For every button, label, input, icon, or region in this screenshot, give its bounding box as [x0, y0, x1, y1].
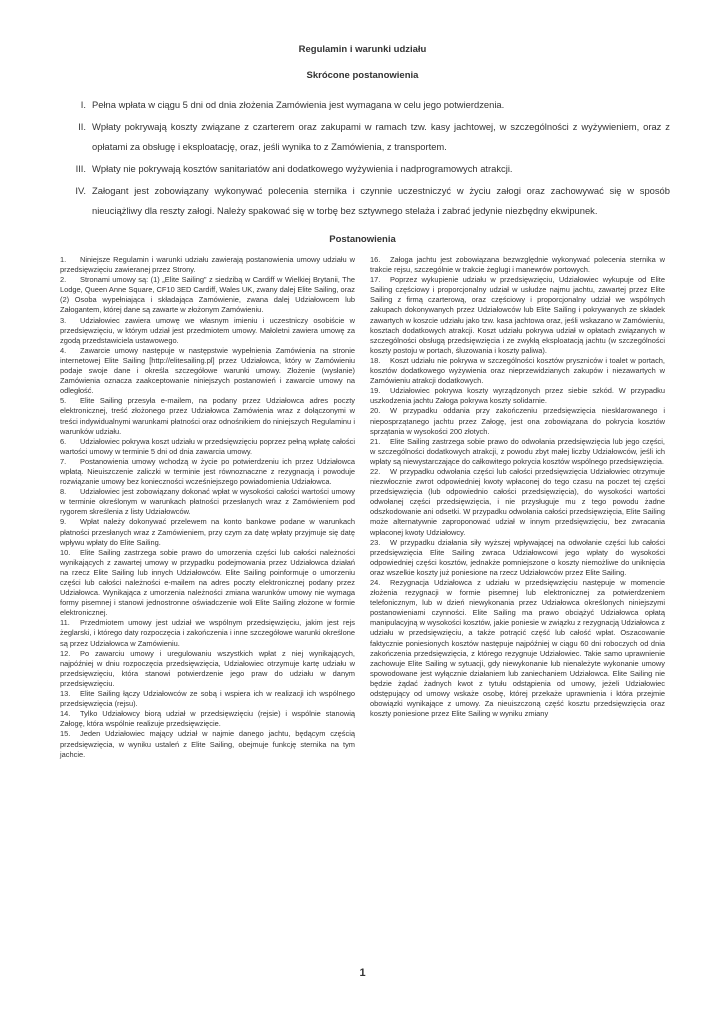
provision-paragraph	[370, 275, 665, 356]
provision-number: 9.	[60, 517, 67, 527]
provision-paragraph	[370, 406, 665, 436]
provision-paragraph	[370, 538, 665, 578]
provision-text: Udziałowiec pokrywa koszty wyrządzonych przez siebie szkód. W przypadku uszkodzenia jachtu Załoga pokrywa koszty solidarnie.	[370, 386, 665, 406]
provision-paragraph	[60, 649, 355, 689]
provision-text: Jeden Udziałowiec mający udział w najmie danego jachtu, będącym częścią przedsięwzięcia, w wyniku ustaleń z Elite Sailing, obejmuje funkcję sternika na tym jachcie.	[60, 729, 355, 759]
provision-paragraph	[60, 396, 355, 436]
summary-item-number: I.	[80, 99, 86, 110]
provision-paragraph	[370, 255, 665, 275]
provision-number: 11.	[60, 618, 70, 628]
provision-text: Tylko Udziałowcy biorą udział w przedsięwzięciu (rejsie) i wspólnie stanowią Załogę, która wspólnie realizuje przedsięwzięcie.	[60, 709, 355, 729]
provision-paragraph	[370, 437, 665, 467]
provision-number: 6.	[60, 436, 67, 446]
page-number: 1	[359, 967, 366, 979]
provision-text: Zawarcie umowy następuje w następstwie wypełnienia Zamówienia na stronie internetowej Elite Sailing [http://elitesailing.pl] przez Udziałowca, który w Zamówieniu podaje swoje dane i określa szczegółowe warunki umowy. Złożenie (wysłanie) Zamówienia oznacza zaakceptowanie niniejszych postanowień i zawarcie umowy na odległość.	[60, 345, 355, 396]
provisions-left-column	[60, 255, 355, 760]
provision-text: Niniejsze Regulamin i warunki udziału zawierają postanowienia umowy udziału w przedsięwzięciu zawieranej przez Strony.	[60, 255, 355, 275]
provision-paragraph	[370, 467, 665, 538]
provision-text: Udziałowiec zawiera umowę we własnym imieniu i uczestniczy osobiście w przedsięwzięciu, w którym udział jest przedmiotem umowy. Małoletni zawiera umowę za zgodą przedstawiciela ustawowego.	[60, 315, 355, 345]
provision-number: 3.	[60, 315, 67, 325]
provision-text: Rezygnacja Udziałowca z udziału w przedsięwzięciu następuje w momencie złożenia rezygnacji w formie pisemnej lub elektronicznej za potwierdzeniem telefonicznym, lub w dzień niewykonania przez Udziałowca określonych niniejszymi postanowieniami czynności. Elite Sailing ma prawo obciążyć Udziałowca opłatą manipulacyjną w wysokości kosztów, jakie poniesie w związku z rezygnacją Udziałowca z udziału w przedsięwzięciu, a także potrącić część lub całość wpłat. Oszacowanie faktycznie poniesionych kosztów następuje najpóźniej w ciągu 60 dni roboczych od dnia zakończenia przedsięwzięcia, z którego rezygnuje Udziałowiec. Takie samo uprawnienie zachowuje Elite Sailing w sytuacji, gdy niewykonanie lub nienależyte wykonanie umowy spowodowane jest wyłącznie działaniem lub zaniechaniem Udziałowca. Elite Sailing nie będzie żądać żadnych kwot z tytułu odstąpienia od umowy, jeżeli Udziałowiec odstępujący od umowy wskaże osobę, której przekaże uprawnienia i która przejmie obowiązki wynikające z umowy. Za nieuiszczoną część kosztu przedsięwzięcia oraz koszty poniesione przez Elite Sailing w wyniku zmiany	[370, 578, 665, 719]
provision-number: 12.	[60, 648, 71, 658]
provision-number: 5.	[60, 396, 67, 406]
provision-number: 14.	[60, 709, 71, 719]
summary-list	[60, 95, 670, 223]
provision-number: 21.	[370, 436, 381, 446]
provision-paragraph	[60, 316, 355, 346]
provision-number: 20.	[370, 406, 381, 416]
provisions-right-column	[370, 255, 665, 719]
provision-paragraph	[60, 709, 355, 729]
provision-number: 7.	[60, 456, 67, 466]
provision-number: 23.	[370, 537, 381, 547]
provision-paragraph	[60, 275, 355, 315]
summary-item	[60, 117, 670, 157]
summary-item-text: Wpłaty pokrywają koszty związane z czarterem oraz zakupami w ramach tzw. kasy jachtowej, w szczególności z wyżywieniem, oraz z opłatami za obsługę i eksploatację, oraz, jeśli wynika to z Zamówienia, z transportem.	[92, 121, 670, 152]
provision-text: W przypadku odwołania części lub całości przedsięwzięcia Udziałowiec otrzymuje niezwłocznie zwrot odpowiedniej kwoty wpłaconej do tego czasu na poczet tej części przedsięwzięcia (lub odpowiednio całości przedsięwzięcia), do wysokości wartości odwołanej części przedsięwzięcia, i nie przysługuje mu z tego powodu żadne odszkodowanie ani odsetki. W przypadku odwołania całości przedsięwzięcia, Elite Sailing może alternatywnie zaproponować udział w innym przedsięwzięciu, bez zwracania wpłaconej kwoty Udziałowcy.	[370, 466, 665, 537]
provision-number: 4.	[60, 345, 67, 355]
provision-number: 2.	[60, 275, 67, 285]
provision-number: 24.	[370, 578, 381, 587]
provision-paragraph	[60, 548, 355, 619]
provision-paragraph	[60, 457, 355, 487]
provision-text: Udziałowiec jest zobowiązany dokonać wpłat w wysokości całości wartości umowy w terminie określonym w warunkach płatności przesłanych wraz z Zamówieniem pod rygorem skreślenia z listy Udziałowców.	[60, 487, 355, 517]
provision-text: Po zawarciu umowy i uregulowaniu wszystkich wpłat z niej wynikających, najpóźniej w dniu rozpoczęcia przedsięwzięcia, Udziałowiec otrzymuje kartę udziału w przedsięwzięciu, która stanowi potwierdzenie jego praw do udziału w danym przedsięwzięciu.	[60, 648, 355, 688]
provision-paragraph	[60, 517, 355, 547]
provision-paragraph	[370, 386, 665, 406]
provision-text: Załoga jachtu jest zobowiązana bezwzględnie wykonywać polecenia sternika w trakcie rejsu, szczególnie w trakcie żeglugi i manewrów portowych.	[370, 255, 665, 275]
summary-item-number: II.	[78, 121, 86, 132]
provision-text: Poprzez wykupienie udziału w przedsięwzięciu, Udziałowiec wykupuje od Elite Sailing częściowy i proporcjonalny udział w usłudze najmu jachtu, zawartej przez Elite Sailing z firmą czarterową, oraz częściowy i proporcjonalny udział we wspólnych zakupach dokonywanych przez Udziałowców lub Elite Sailing i pokrywanych ze składek zawartych w koszcie udziału jako tzw. kasa jachtowa oraz, jeśli wskazano w Zamówieniu, kosztach dodatkowych atrakcji. Koszt udziału pokrywa udział w opłatach związanych w szczególności obsługą przedsięwzięcia i ze zwykłą eksploatacją jachtu (w szczególności koszty postoju w portach, śluzowania i koszty paliwa).	[370, 275, 665, 355]
provision-text: Udziałowiec pokrywa koszt udziału w przedsięwzięciu poprzez pełną wpłatę całości wartości umowy w terminie 5 dni od dnia zawarcia umowy.	[60, 436, 355, 456]
provision-paragraph	[60, 346, 355, 396]
provision-number: 1.	[60, 255, 67, 264]
provision-number: 18.	[370, 355, 381, 365]
summary-item	[60, 181, 670, 221]
provision-text: Elite Sailing łączy Udziałowców ze sobą i wspiera ich w realizacji ich wspólnego przedsięwzięcia (rejsu).	[60, 689, 355, 709]
summary-item-text: Wpłaty nie pokrywają kosztów sanitariatów ani dodatkowego wyżywienia i nadprogramowych atrakcji.	[92, 163, 513, 174]
provision-number: 15.	[60, 729, 71, 739]
provisions-heading: Postanowienia	[329, 234, 396, 245]
provision-text: Koszt udziału nie pokrywa w szczególności kosztów pryszniców i toalet w portach, kosztów dodatkowego wyżywienia oraz nieprzewidzianych zakupów i niezawartych w Zamówieniu atrakcji dodatkowych.	[370, 355, 665, 386]
summary-item-text: Załogant jest zobowiązany wykonywać polecenia sternika i czynnie uczestniczyć w życiu załogi oraz zachowywać się w sposób nieuciążliwy dla reszty załogi. Należy spakować się w torbę bez sztywnego stelaża i zabrać jedynie niezbędny ekwipunek.	[92, 185, 670, 216]
provision-text: Elite Sailing przesyła e-mailem, na podany przez Udziałowca adres poczty elektronicznej, treść złożonego przez Udziałowca Zamówienia wraz z dołączonymi w treści indywidualnymi warunkami płatności oraz odnośnikiem do niniejszych Regulaminu i warunków udziału.	[60, 396, 355, 436]
provision-number: 22.	[370, 466, 381, 476]
provision-paragraph	[60, 729, 355, 759]
provision-paragraph	[60, 487, 355, 517]
summary-item	[60, 95, 670, 115]
provision-text: Przedmiotem umowy jest udział we wspólnym przedsięwzięciu, jakim jest rejs żeglarski, i którego daty rozpoczęcia i zakończenia i inne szczegółowe warunki określone są przez Udziałowca w Zamówieniu.	[60, 618, 355, 648]
provision-paragraph	[370, 578, 665, 719]
provision-paragraph	[60, 618, 355, 648]
summary-heading: Skrócone postanowienia	[306, 70, 419, 81]
provision-text: W przypadku działania siły wyższej wpływającej na odwołanie części lub całości przedsięwzięcia Elite Sailing zwraca Udziałowcowi jego wpłaty do wysokości odpowiedniej części kosztów, jednakże pomniejszone o koszty niemożliwe do uniknięcia oraz wszelkie koszty już poniesione na rzecz Udziałowców przez Elite Sailing.	[370, 537, 665, 577]
provision-text: Elite Sailing zastrzega sobie prawo do odwołania przedsięwzięcia lub jego części, w szczególności dodatkowych atrakcji, z powodu zbyt małej liczby Udziałowców, jeśli ich wpłaty są niewystarczające do całkowitego pokrycia kosztów wspólnego przedsięwzięcia.	[370, 436, 665, 466]
provision-number: 16.	[370, 255, 381, 264]
provision-number: 19.	[370, 386, 381, 396]
provision-text: Elite Sailing zastrzega sobie prawo do umorzenia części lub całości należności wynikających z zawartej umowy w przypadku podejmowania przez Udziałowca działań na rzecz Elite Sailing lub innych Udziałowców. Elite Sailing poinformuje o umorzeniu części lub całości należności e-mailem na adres poczty elektronicznej podany przez Udziałowca. Wynikająca z umorzenia należności zmiana warunków umowy nie wymaga formy pisemnej i stanowi jednostronne oświadczenie woli Elite Sailing złożone w formie elektronicznej.	[60, 547, 355, 618]
document-title: Regulamin i warunki udziału	[298, 44, 427, 55]
provision-text: Postanowienia umowy wchodzą w życie po potwierdzeniu ich przez Udziałowca wpłatą. Nieuiszczenie zaliczki w terminie jest równoznaczne z rezygnacją i powoduje rozwiązanie umowy bez konieczności wcześniejszego powiadomienia Udziałowca.	[60, 456, 355, 487]
provision-text: W przypadku oddania przy zakończeniu przedsięwzięcia niesklarowanego i nieposprzątanego jachtu przez Załogę, jest ona zobowiązana do pokrycia kosztów sprzątania w wysokości 200 złotych.	[370, 406, 665, 436]
provision-paragraph	[60, 689, 355, 709]
provision-text: Wpłat należy dokonywać przelewem na konto bankowe podane w warunkach płatności przesłanych wraz z Zamówieniem, przy czym za datę wpłaty przyjmuje się datę wpływu wpłaty do Elite Sailing.	[60, 517, 355, 547]
provision-number: 10.	[60, 547, 71, 557]
summary-item	[60, 159, 670, 179]
provision-number: 17.	[370, 275, 381, 285]
summary-item-text: Pełna wpłata w ciągu 5 dni od dnia złożenia Zamówienia jest wymagana w celu jego potwierdzenia.	[92, 99, 505, 110]
provision-number: 13.	[60, 689, 71, 699]
provision-text: Stronami umowy są: (1) „Elite Sailing” z siedzibą w Cardiff w Wielkiej Brytanii, The Lodge, Queen Anne Square, CF10 3ED Cardiff, Wales UK, zwany dalej Elite Sailing, oraz (2) Osoba wypełniająca i składająca Zamówienie, zwana dalej Udziałowcem lub Załogantem, której dane są zawarte w złożonym Zamówieniu.	[60, 275, 355, 315]
provision-number: 8.	[60, 487, 67, 497]
provision-paragraph	[370, 356, 665, 386]
summary-item-number: IV.	[75, 185, 86, 196]
summary-item-number: III.	[75, 163, 86, 174]
provision-paragraph	[60, 255, 355, 275]
provision-paragraph	[60, 437, 355, 457]
